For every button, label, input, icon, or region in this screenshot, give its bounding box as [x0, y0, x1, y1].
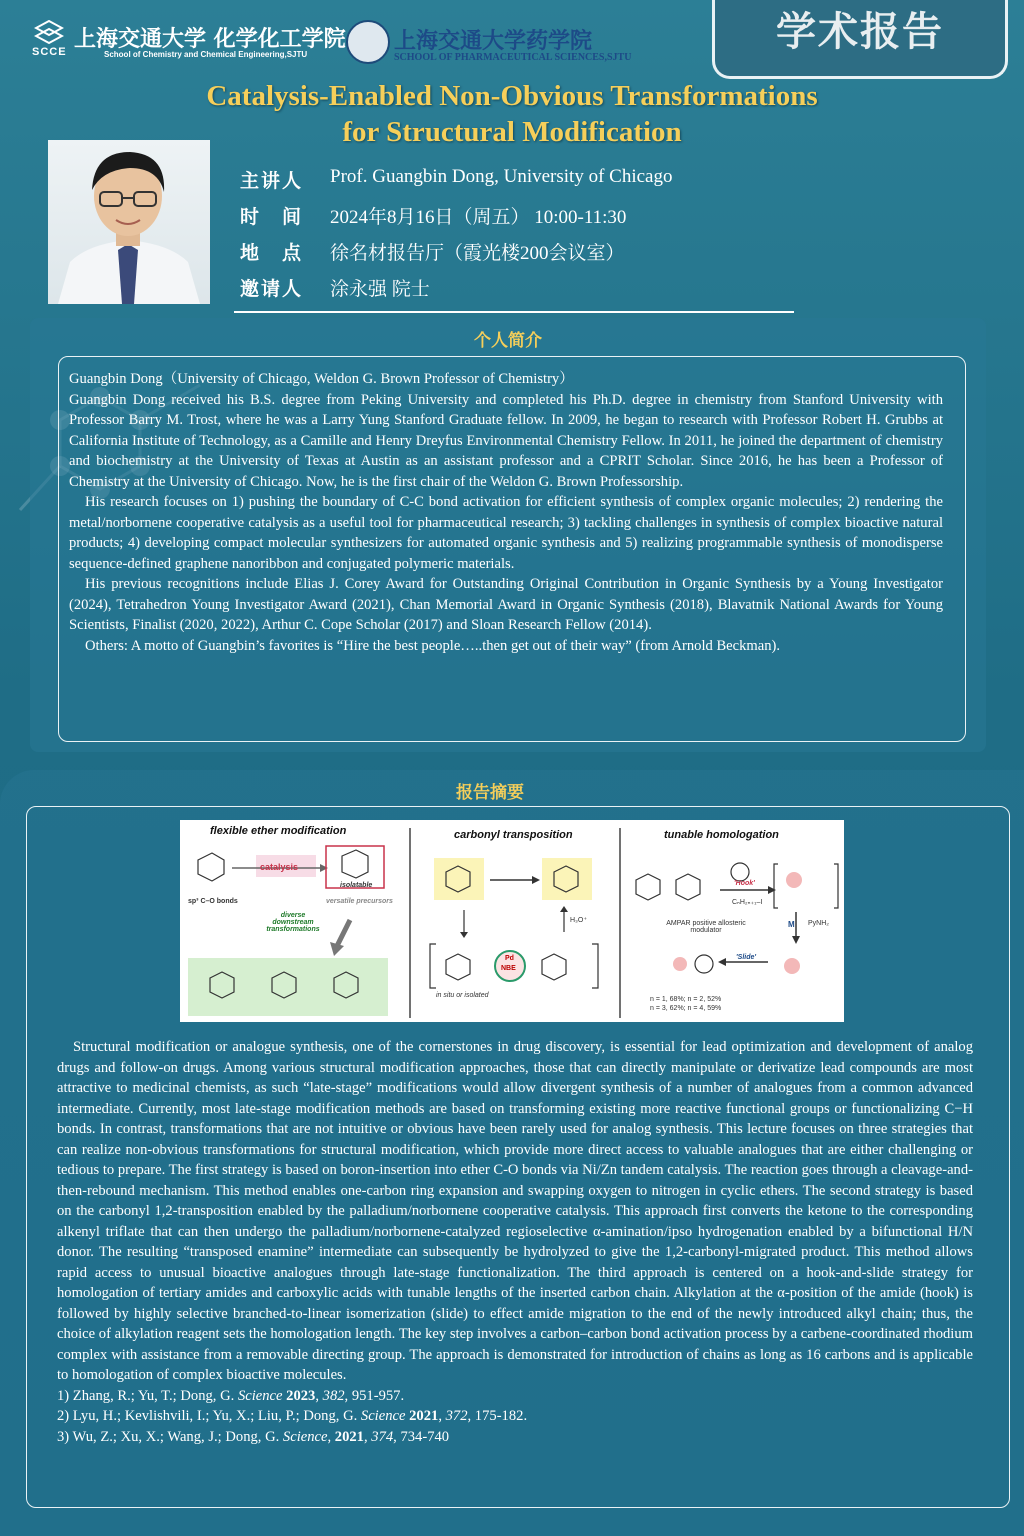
figure-m-label: M: [788, 920, 795, 929]
figure-catalysis-label: catalysis: [260, 862, 299, 872]
sjtu-seal-icon: [346, 20, 390, 64]
ref-journal: Science: [237, 1387, 283, 1404]
figure-sp3-label: sp³ C–O bonds: [188, 898, 238, 905]
ref-authors: 2) Lyu, H.; Kevlishvili, I.; Yu, X.; Liu, P.; Dong, G.: [57, 1408, 361, 1424]
figure-panel3-label: tunable homologation: [664, 829, 779, 841]
host-label: 邀请人: [240, 278, 304, 300]
info-divider: [234, 311, 794, 313]
speaker-label: 主讲人: [240, 170, 304, 192]
ref-year: 2023: [286, 1387, 316, 1404]
figure-slide-label: 'Slide': [736, 954, 757, 961]
reference-item: [57, 1427, 973, 1448]
abstract-heading: 报告摘要: [456, 783, 524, 803]
ref-year: 2021: [334, 1428, 364, 1445]
bio-heading: 个人简介: [474, 331, 542, 351]
figure-panel1-label: flexible ether modification: [210, 825, 347, 837]
ref-year: 2021: [409, 1408, 439, 1424]
figure-pd-label: Pd: [505, 955, 514, 962]
abstract-text-block: [57, 1037, 973, 1447]
scce-logo: [30, 18, 346, 64]
figure-insitu-label: in situ or isolated: [436, 992, 489, 999]
ref-sep: ,: [327, 1428, 335, 1445]
ref-sep: ,: [363, 1428, 372, 1445]
figure-reagent-label: CₙH₂ₙ₊₁–I: [732, 899, 763, 906]
ref-pages: , 951-957.: [344, 1387, 405, 1404]
bio-paragraph-1: Guangbin Dong received his B.S. degree from Peking University and completed his Ph.D. degree in chemistry from Stanford University with Professor Barry M. Trost, where he was a Larry Yung Stanford Graduate fellow. In 2009, he began to research with Professor Robert H. Grubbs at California Institute of Technology, as a Camille and Henry Dreyfus Environmental Chemistry Fellow. In 2011, he joined the department of chemistry and biochemistry at the University of Texas at Austin as an assistant professor and a CPRIT Scholar. Since 2016, he has been a Professor of Chemistry at the University of Chicago. Now, he is the first chair of the Weldon G. Brown Professorship.: [69, 391, 943, 490]
academic-report-banner: [712, 0, 1008, 79]
figure-pynh2-label: PyNH₂: [808, 920, 829, 927]
ref-authors: 1) Zhang, R.; Yu, T.; Dong, G.: [57, 1387, 238, 1404]
figure-nbe-label: NBE: [501, 965, 516, 972]
sjtu-pharm-name-cn: 上海交通大学药学院: [394, 29, 593, 54]
bio-text: [69, 369, 943, 656]
figure-h3o-label: H₃O⁺: [570, 917, 588, 924]
ref-journal: Science: [360, 1408, 406, 1424]
figure-isolatable-label: isolatable: [340, 882, 373, 889]
talk-title-line2: for Structural Modification: [342, 116, 682, 148]
reference-item: [57, 1386, 973, 1407]
time-label: 时 间: [240, 206, 304, 228]
location-label: 地 点: [240, 242, 304, 264]
figure-versatile-label: versatile precursors: [326, 898, 393, 905]
reference-item: [57, 1406, 973, 1427]
sjtu-chem-name-en: School of Chemistry and Chemical Engineering,SJTU: [104, 50, 308, 59]
ref-sep: ,: [438, 1408, 446, 1424]
figure-yields-2: n = 3, 62%; n = 4, 59%: [650, 1005, 722, 1012]
ref-journal: Science: [282, 1428, 328, 1445]
pharmacy-logo: [346, 20, 636, 66]
reference-list: [57, 1386, 973, 1448]
abstract-figure: [180, 820, 844, 1022]
bio-paragraph-2: His research focuses on 1) pushing the boundary of C-C bond activation for efficient synthesis of complex organic molecules; 2) rendering the metal/norbornene cooperative catalysis as a useful tool for pharmaceutical research; 3) tackling challenges in synthesis of complex bioactive natural products; 4) developing compact molecular synthesizers for automated organic synthesis and 5) realizing programmable synthesis of monodisperse sequence-defined graphene nanoribbon and conjugated polymeric materials.: [69, 494, 943, 572]
talk-title-line1: Catalysis-Enabled Non-Obvious Transformations: [206, 80, 818, 112]
location-value: 徐名材报告厅（霞光楼200会议室）: [330, 243, 625, 264]
scce-abbr: SCCE: [32, 46, 67, 58]
speaker-photo: [48, 140, 210, 304]
figure-diverse-label: diverse downstream transformations: [266, 912, 320, 933]
speaker-portrait-icon: [48, 140, 210, 304]
bio-paragraph-3: His previous recognitions include Elias J. Corey Award for Outstanding Original Contribution in Organic Synthesis by a Young Investigator (2024), Tetrahedron Young Investigator Award (2021), Chan Memorial Award in Organic Synthesis (2018), Blavatnik National Awards for Young Scientists, Finalist (2020, 2022), Arthur C. Cope Scholar (2017) and Sloan Research Fellow (2014).: [69, 576, 943, 633]
bio-box: [58, 356, 966, 742]
ref-authors: 3) Wu, Z.; Xu, X.; Wang, J.; Dong, G.: [57, 1428, 283, 1445]
ref-pages: , 734-740: [393, 1428, 450, 1445]
figure-yields-1: n = 1, 68%; n = 2, 52%: [650, 996, 722, 1003]
ref-sep: ,: [315, 1387, 323, 1404]
sjtu-chem-name-cn: 上海交通大学 化学化工学院: [74, 27, 346, 52]
ref-volume: 382: [322, 1387, 345, 1404]
time-value: 2024年8月16日（周五） 10:00-11:30: [330, 207, 627, 228]
bio-paragraph-4: Others: A motto of Guangbin’s favorites is “Hire the best people…..then get out of their way” (from Arnold Beckman).: [85, 637, 781, 654]
ref-volume: 374: [371, 1428, 394, 1445]
ref-volume: 372: [445, 1408, 468, 1424]
scce-logo-icon: [34, 20, 64, 46]
abstract-paragraph: Structural modification or analogue synthesis, one of the cornerstones in drug discovery, is essential for lead optimization and development of analog drugs and follow-on drugs. Among various structural modification approaches, those that can directly manipulate or derivatize lead compounds are most attractive to medicinal chemists, as such “late-stage” modifications would allow divergent synthesis of a number of analogues from a common advanced intermediate. Currently, most late-stage modification methods are based on transforming existing more reactive functional groups or functionalizing C−H bonds. In contrast, transformations that are not intuitive or obvious have been rarely used for analog synthesis. This lecture focuses on three strategies that can realize non-obvious transformations for structural modification, which provide more direct access to valuable analogues that are either challenging or tedious to prepare. The first strategy is based on boron-insertion into ether C-O bonds via Ni/Zn tandem catalysis. The reaction goes through a cleavage-and-then-rebound mechanism. This method enables one-carbon ring expansion and swapping oxygen to nitrogen in cyclic ethers. The second strategy is based on the carbonyl 1,2-transposition enabled by the palladium/norbornene cooperative catalysis. This approach first converts the ketone to the corresponding alkenyl triflate that can then undergo the palladium/norbornene-catalyzed regioselective α-amination/ipso hydrogenation enabled by a bifunctional H/N donor. The resulting “transposed enamine” intermediate can subsequently be hydrolyzed to give the 1,2-carbonyl-migrated product. This method allows rapid access to unusual bioactive analogues through late-stage functionalization. The third approach is centered on a hook-and-slide strategy for homologation of tertiary amides and carboxylic acids with tunable lengths of the inserted carbon chain. Alkylation at the α-position of the amide (hook) is followed by highly selective branched-to-linear isomerization (slide) to effect amide migration to the end of the newly introduced alkyl chain; thus, the choice of alkylation reagent sets the homologation length. The key step involves a carbon–carbon bond activation process by a carbene-coordinated rhodium complex with assistance from a removable directing group. The approach is demonstrated for introduction of chains as long as 16 carbons and is applicable to homologation of complex bioactive molecules.: [57, 1039, 973, 1383]
host-value: 涂永强 院士: [330, 279, 430, 300]
sjtu-pharm-name-en: SCHOOL OF PHARMACEUTICAL SCIENCES,SJTU: [394, 52, 632, 63]
figure-hook-label: 'Hook': [734, 880, 755, 887]
figure-ampar-label: AMPAR positive allosteric modulator: [666, 920, 746, 934]
bio-name-line: Guangbin Dong（University of Chicago, Weldon G. Brown Professor of Chemistry）: [69, 371, 574, 387]
figure-panel2-label: carbonyl transposition: [454, 829, 573, 841]
banner-text: 学术报告: [776, 9, 944, 55]
speaker-value: Prof. Guangbin Dong, University of Chicago: [330, 166, 673, 187]
ref-pages: , 175-182.: [467, 1408, 528, 1424]
